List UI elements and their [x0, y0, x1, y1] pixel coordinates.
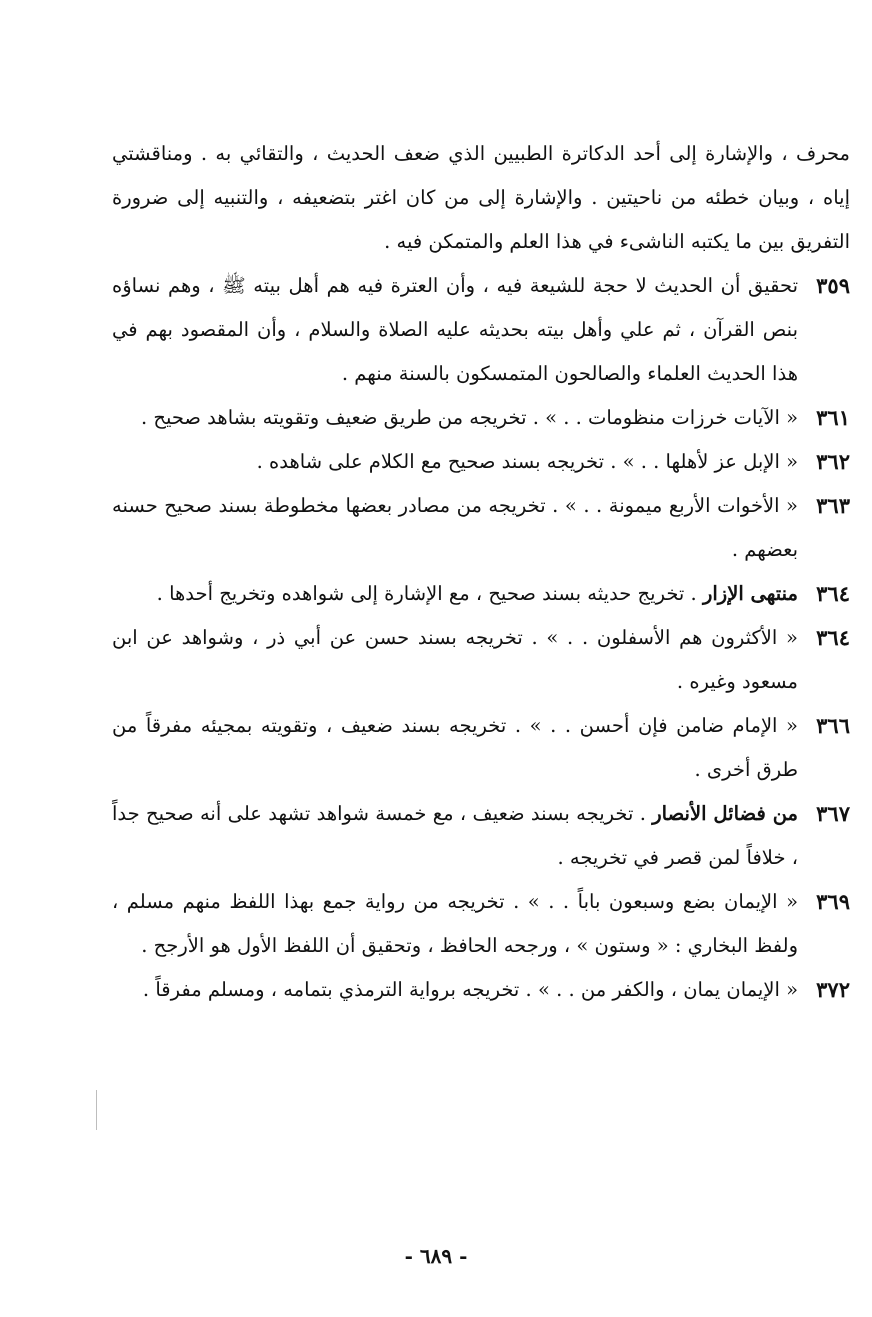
entry-body: « الأخوات الأربع ميمونة . . » . تخريجه من مصادر بعضها مخطوطة بسند صحيح حسنه بعضهم .: [112, 494, 798, 561]
entry-367: [112, 792, 850, 880]
entry-number: ٣٦٢: [816, 449, 850, 474]
entry-text: [112, 616, 798, 704]
entry-lead: من فضائل الأنصار: [652, 802, 798, 825]
entry-372: [112, 968, 850, 1012]
entry-body: « الإيمان يمان ، والكفر من . . » . تخريجه برواية الترمذي بتمامه ، ومسلم مفرقاً .: [142, 978, 798, 1001]
entry-number: ٣٦٩: [816, 889, 850, 914]
entry-359: [112, 264, 850, 396]
entry-364-a: [112, 572, 850, 616]
entry-lead: منتهى الإزار: [702, 582, 798, 605]
entry-number: ٣٦٧: [816, 801, 850, 826]
entry-number: ٣٦٦: [816, 713, 850, 738]
entry-number: ٣٥٩: [816, 273, 850, 298]
document-body: [112, 132, 850, 1012]
entry-body: تحقيق أن الحديث لا حجة للشيعة فيه ، وأن العترة فيه هم أهل بيته ﷺ ، وهم نساؤه بنص القرآن ، ثم علي وأهل بيته بحديثه عليه الصلاة والسلام ، وأن المقصود بهم في هذا الحديث العلماء والصالحون المتمسكون بالسنة منهم .: [112, 274, 798, 385]
entry-body: « الإبل عز لأهلها . . » . تخريجه بسند صحيح مع الكلام على شاهده .: [256, 450, 798, 473]
intro-paragraph: محرف ، والإشارة إلى أحد الدكاترة الطبيين الذي ضعف الحديث ، والتقائي به . ومناقشتي إياه ، وبيان خطئه من ناحيتين . والإشارة إلى من كان اغتر بتضعيفه ، والتنبيه إلى ضرورة التفريق بين ما يكتبه الناشىء في هذا العلم والمتمكن فيه .: [112, 142, 850, 253]
entry-body: . تخريجه بسند ضعيف ، مع خمسة شواهد تشهد على أنه صحيح جداً ، خلافاً لمن قصر في تخريجه .: [112, 802, 798, 869]
entry-text: [112, 968, 798, 1012]
entry-number: ٣٦٣: [816, 493, 850, 518]
entry-text: [112, 880, 798, 968]
entry-text: [112, 704, 798, 792]
entry-362: [112, 440, 850, 484]
entry-text: [112, 440, 798, 484]
entry-body: « الأكثرون هم الأسفلون . . » . تخريجه بسند حسن عن أبي ذر ، وشواهد عن ابن مسعود وغيره .: [112, 626, 798, 693]
entry-body: « الآيات خرزات منظومات . . » . تخريجه من طريق ضعيف وتقويته بشاهد صحيح .: [140, 406, 798, 429]
entry-369: [112, 880, 850, 968]
entry-body: « الإيمان بضع وسبعون باباً . . » . تخريجه من رواية جمع بهذا اللفظ منهم مسلم ، ولفظ البخاري : « وستون » ، ورجحه الحافظ ، وتحقيق أن اللفظ الأول هو الأرجح .: [112, 890, 798, 957]
entry-text: [112, 572, 798, 616]
margin-mark: [96, 1090, 97, 1130]
entry-363: [112, 484, 850, 572]
entry-body: . تخريج حديثه بسند صحيح ، مع الإشارة إلى شواهده وتخريج أحدها .: [156, 582, 703, 605]
entry-number: ٣٧٢: [816, 977, 850, 1002]
entry-text: [112, 484, 798, 572]
page-number: - ٦٨٩ -: [404, 1244, 468, 1268]
entry-number: ٣٦٤: [816, 625, 850, 650]
entry-number: ٣٦١: [816, 405, 850, 430]
entry-366: [112, 704, 850, 792]
entry-text: [112, 396, 798, 440]
entry-text: [112, 792, 798, 880]
entry-body: « الإمام ضامن فإن أحسن . . » . تخريجه بسند ضعيف ، وتقويته بمجيئه مفرقاً من طرق أخرى .: [112, 714, 798, 781]
entry-number: ٣٦٤: [816, 581, 850, 606]
entry-364-b: [112, 616, 850, 704]
entry-text: [112, 264, 798, 396]
entry-361: [112, 396, 850, 440]
